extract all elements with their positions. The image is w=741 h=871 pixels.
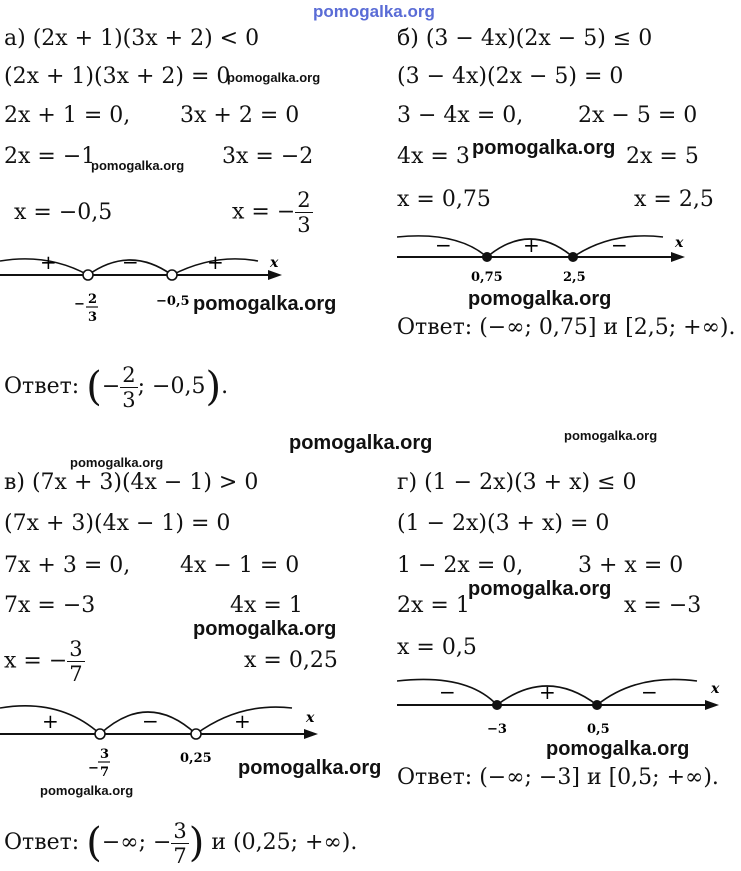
v-axis-label: x (306, 710, 315, 726)
b-point-1 (482, 252, 492, 262)
v-point-1 (95, 729, 105, 739)
watermark[interactable]: pomogalka.org (91, 158, 185, 173)
a-line2b: 3x + 2 = 0 (180, 103, 300, 128)
watermark[interactable]: pomogalka.org (546, 738, 690, 760)
watermark[interactable]: pomogalka.org (468, 288, 612, 310)
watermark[interactable]: pomogalka.org (468, 578, 612, 600)
b-answer: Ответ: (−∞; 0,75] и [2,5; +∞). (397, 315, 736, 340)
g-line2b: 3 + x = 0 (578, 553, 684, 578)
b-sign-1: − (435, 233, 452, 257)
watermark[interactable]: pomogalka.org (40, 783, 134, 798)
g-sign-3: − (641, 680, 658, 704)
b-line2b: 2x − 5 = 0 (578, 103, 698, 128)
g-pt2-label: 0,5 (587, 722, 610, 737)
a-line3a: 2x = −1 (4, 144, 96, 169)
a-pt1-minus: − (74, 297, 85, 312)
g-sign-2: + (539, 680, 556, 704)
watermark[interactable]: pomogalka.org (289, 432, 433, 454)
b-line4a: x = 0,75 (397, 187, 491, 212)
g-point-1 (492, 700, 502, 710)
v-line2a: 7x + 3 = 0, (4, 553, 131, 578)
g-title: г) (1 − 2x)(3 + x) ≤ 0 (397, 470, 637, 495)
b-title: б) (3 − 4x)(2x − 5) ≤ 0 (397, 26, 653, 51)
v-line4b: x = 0,25 (244, 648, 338, 673)
v-pt1-minus: − (88, 761, 99, 776)
a-pt2-label: −0,5 (156, 294, 190, 309)
b-point-2 (568, 252, 578, 262)
a-title: а) (2x + 1)(3x + 2) < 0 (4, 26, 260, 51)
v-pt2-label: 0,25 (180, 751, 212, 766)
watermark[interactable]: pomogalka.org (193, 618, 337, 640)
v-sign-1: + (42, 709, 59, 733)
a-sign-3: + (207, 255, 224, 274)
b-line2a: 3 − 4x = 0, (397, 103, 524, 128)
b-pt1-label: 0,75 (471, 270, 503, 285)
g-sign-1: − (439, 680, 456, 704)
g-axis-label: x (711, 681, 720, 697)
watermark[interactable]: pomogalka.org (472, 137, 616, 159)
watermark[interactable]: pomogalka.org (238, 757, 382, 779)
v-line2b: 4x − 1 = 0 (180, 553, 300, 578)
a-point-1 (83, 270, 93, 280)
g-line2a: 1 − 2x = 0, (397, 553, 524, 578)
b-line4b: x = 2,5 (634, 187, 714, 212)
b-line3b: 2x = 5 (626, 144, 699, 169)
g-line3a: 2x = 1 (397, 593, 470, 618)
v-line3b: 4x = 1 (230, 593, 303, 618)
watermark-top[interactable]: pomogalka.org (313, 2, 435, 21)
v-pt1-num: 3 (100, 747, 110, 762)
watermark[interactable]: pomogalka.org (564, 428, 658, 443)
g-line1: (1 − 2x)(3 + x) = 0 (397, 511, 610, 536)
watermark[interactable]: pomogalka.org (193, 293, 337, 315)
v-sign-2: − (142, 709, 159, 733)
b-axis-label: x (675, 235, 684, 251)
a-root-fraction: $\frac{2}{3}$ (297, 188, 311, 237)
a-point-2 (167, 270, 177, 280)
v-line1: (7x + 3)(4x − 1) = 0 (4, 511, 231, 536)
g-line3b: x = −3 (624, 593, 702, 618)
g-point-2 (592, 700, 602, 710)
v-line4a: x = − $\frac{3}{7}$ (4, 637, 83, 686)
a-pt1-num: 2 (88, 292, 98, 307)
a-line4b: x = − $\frac{2}{3}$ (232, 188, 311, 237)
g-answer: Ответ: (−∞; −3] и [0,5; +∞). (397, 765, 719, 790)
v-answer: Ответ: (−∞; − $\frac{3}{7}$ ) и (0,25; +∞). (4, 818, 358, 868)
a-axis-label: x (270, 255, 279, 271)
a-line2a: 2x + 1 = 0, (4, 103, 131, 128)
b-number-line (397, 233, 697, 288)
b-pt2-label: 2,5 (563, 270, 586, 285)
a-answer: Ответ: (− $\frac{2}{3}$ ; −0,5). (4, 362, 229, 412)
v-title: в) (7x + 3)(4x − 1) > 0 (4, 470, 259, 495)
watermark[interactable]: pomogalka.org (227, 70, 321, 85)
watermark[interactable]: pomogalka.org (70, 455, 164, 470)
g-pt1-label: −3 (487, 722, 507, 737)
a-pt1-den: 3 (88, 310, 98, 325)
a-line3b: 3x = −2 (222, 144, 314, 169)
a-sign-1: + (40, 255, 57, 274)
v-sign-3: + (234, 709, 251, 733)
v-line3a: 7x = −3 (4, 593, 96, 618)
v-point-2 (191, 729, 201, 739)
v-pt1-den: 7 (100, 765, 110, 780)
g-line4a: x = 0,5 (397, 635, 477, 660)
b-sign-2: + (523, 233, 540, 257)
g-number-line (397, 675, 727, 740)
a-sign-2: − (122, 255, 139, 274)
a-line4a: x = −0,5 (14, 200, 113, 225)
a-line1: (2x + 1)(3x + 2) = 0 (4, 64, 231, 89)
b-sign-3: − (611, 233, 628, 257)
b-line3a: 4x = 3 (397, 144, 470, 169)
b-line1: (3 − 4x)(2x − 5) = 0 (397, 64, 624, 89)
